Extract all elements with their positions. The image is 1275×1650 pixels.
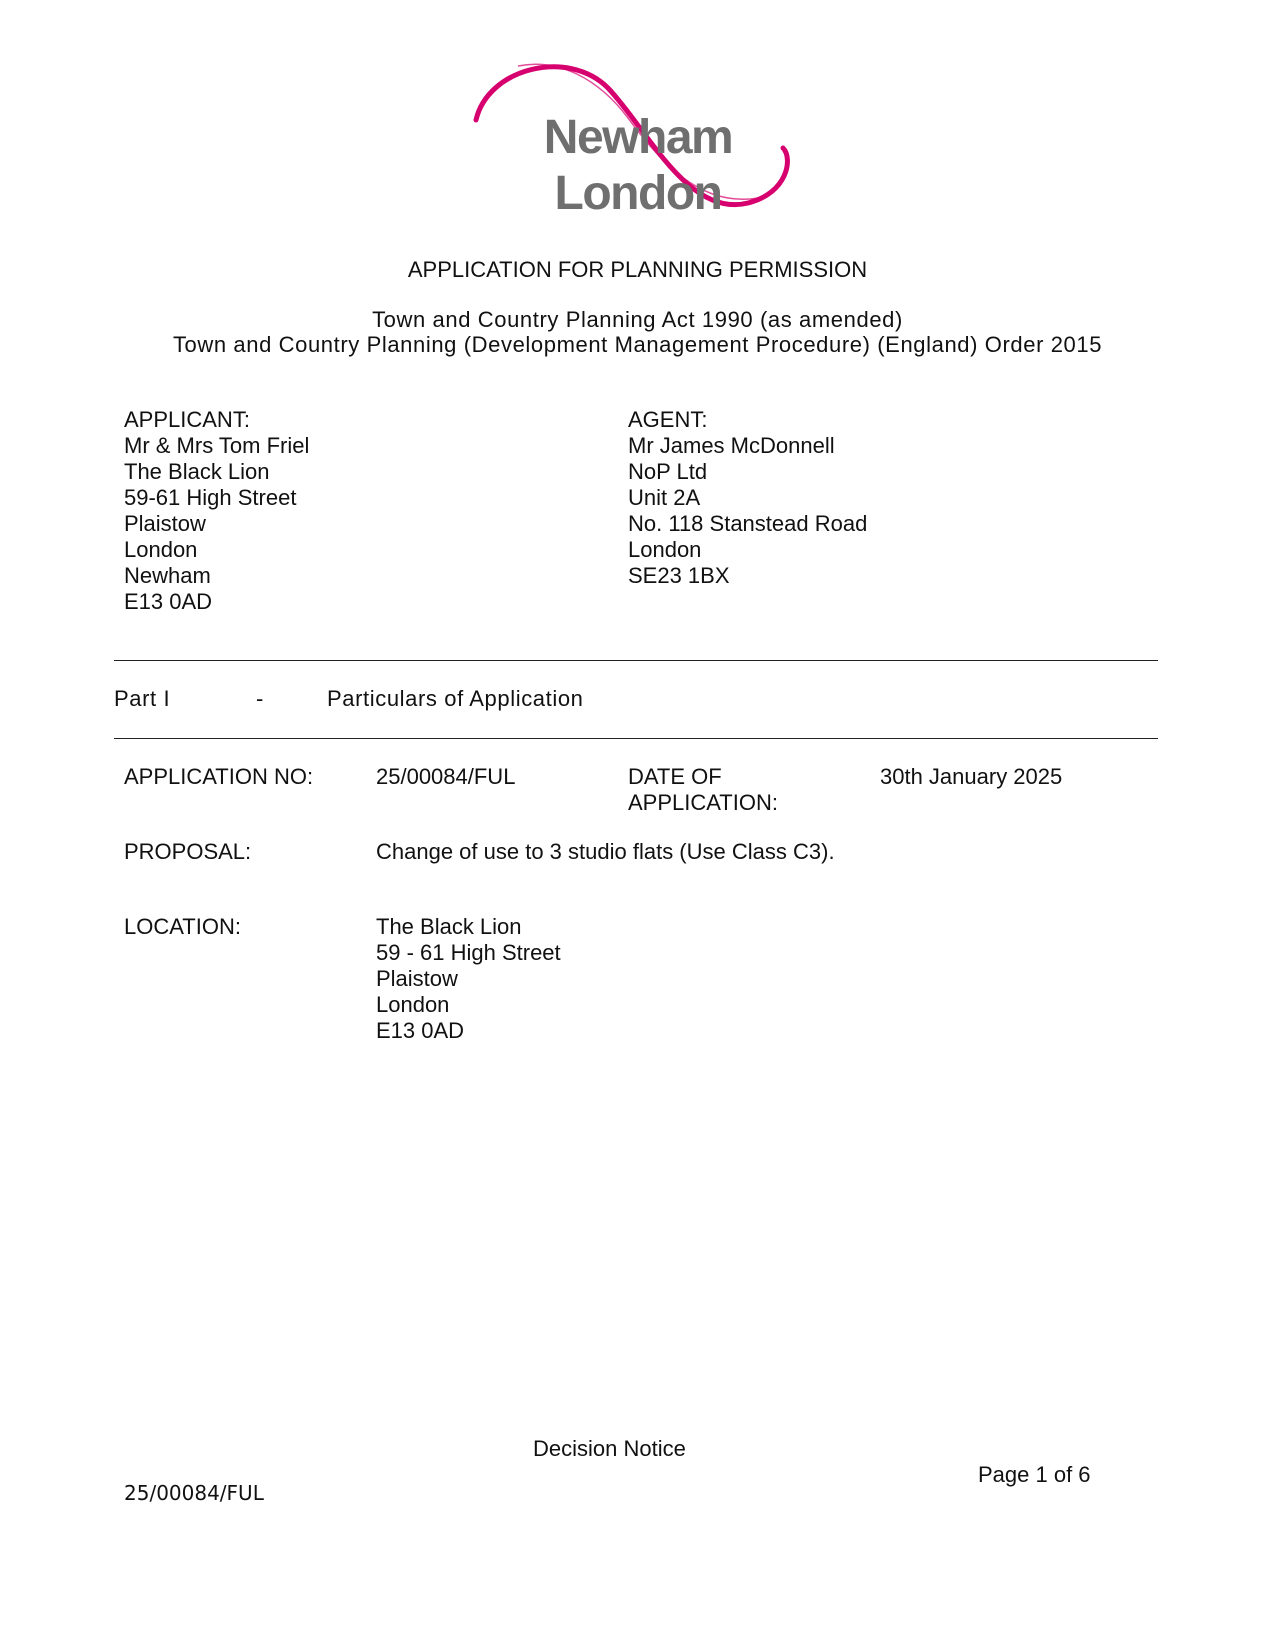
agent-line: SE23 1BX <box>628 563 730 588</box>
part-dash: - <box>256 686 264 711</box>
location-line: E13 0AD <box>376 1018 465 1043</box>
date-value: 30th January 2025 <box>880 764 1063 789</box>
logo-text: Newham London <box>543 111 733 220</box>
applicant-line: 59-61 High Street <box>124 485 297 510</box>
part-title: Particulars of Application <box>327 686 584 711</box>
divider-bottom <box>114 738 1158 739</box>
footer-reference: 25/00084/FUL <box>124 1481 264 1505</box>
location-line: The Black Lion <box>376 914 522 939</box>
applicant-line: Mr & Mrs Tom Friel <box>124 433 310 458</box>
application-no-value: 25/00084/FUL <box>376 764 516 789</box>
applicant-line: Newham <box>124 563 211 588</box>
applicant-line: The Black Lion <box>124 459 270 484</box>
location-line: Plaistow <box>376 966 458 991</box>
applicant-line: Plaistow <box>124 511 206 536</box>
date-label-line: APPLICATION: <box>628 790 778 815</box>
proposal-value: Change of use to 3 studio flats (Use Class C3). <box>376 839 835 864</box>
decision-notice: Decision Notice <box>533 1436 686 1461</box>
agent-line: London <box>628 537 702 562</box>
location-line: 59 - 61 High Street <box>376 940 561 965</box>
agent-line: Mr James McDonnell <box>628 433 835 458</box>
location-label: LOCATION: <box>124 914 241 939</box>
location-line: London <box>376 992 450 1017</box>
page-number: Page 1 of 6 <box>978 1462 1091 1487</box>
date-label-line: DATE OF <box>628 764 722 789</box>
applicant-label: APPLICANT: <box>124 407 250 432</box>
agent-block <box>628 407 867 589</box>
act-line-1: Town and Country Planning Act 1990 (as amended) <box>372 307 903 332</box>
act-line-2: Town and Country Planning (Development Management Procedure) (England) Order 2015 <box>172 332 1103 357</box>
divider-top <box>114 660 1158 661</box>
applicant-block <box>124 407 309 615</box>
agent-line: No. 118 Stanstead Road <box>628 511 868 536</box>
newham-london-logo <box>458 58 818 218</box>
location-block <box>376 914 561 1044</box>
proposal-label: PROPOSAL: <box>124 839 252 864</box>
applicant-line: London <box>124 537 198 562</box>
agent-line: Unit 2A <box>628 485 701 510</box>
date-label <box>628 764 778 816</box>
application-no-label: APPLICATION NO: <box>124 764 314 789</box>
document-title: APPLICATION FOR PLANNING PERMISSION <box>407 257 868 282</box>
part-number: Part I <box>114 686 171 711</box>
applicant-line: E13 0AD <box>124 589 213 614</box>
agent-label: AGENT: <box>628 407 708 432</box>
agent-line: NoP Ltd <box>628 459 708 484</box>
